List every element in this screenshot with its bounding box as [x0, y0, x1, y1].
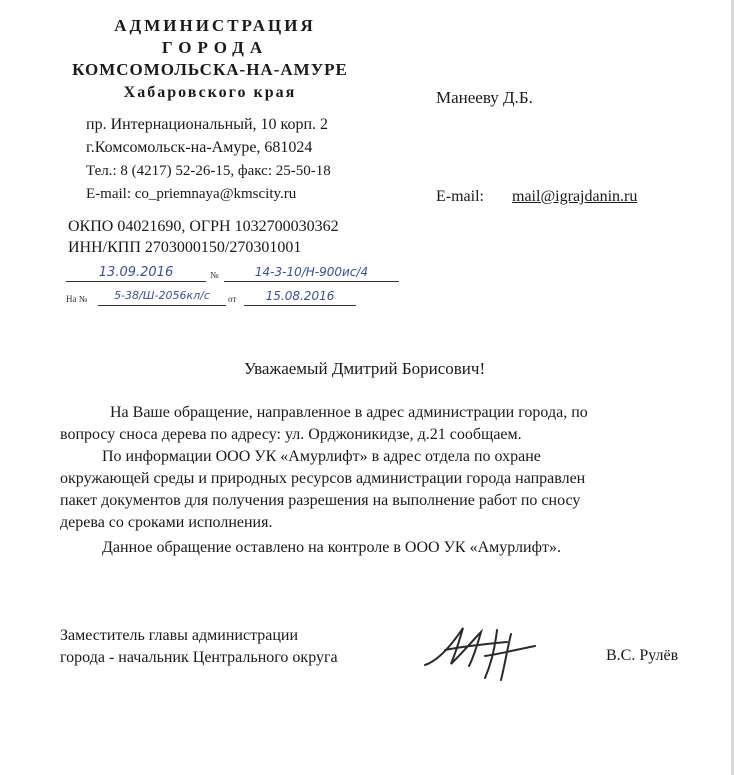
recipient-email-link[interactable]: mail@igrajdanin.ru [512, 188, 638, 205]
ref-date-label: от [228, 294, 237, 304]
registration-number-label: № [210, 270, 219, 280]
header-line-2: ГОРОДА [161, 38, 269, 57]
salutation: Уважаемый Дмитрий Борисович! [244, 359, 486, 378]
signer-position-line1: Заместитель главы администрации [60, 627, 299, 644]
registration-date: 13.09.2016 [66, 265, 206, 282]
ref-date: 15.08.2016 [244, 289, 356, 306]
ref-number-label: На № [66, 294, 88, 304]
body-p2-line2: окружающей среды и природных ресурсов администрации города направлен [60, 470, 586, 487]
header-line-1: АДМИНИСТРАЦИЯ [114, 16, 316, 35]
sender-okpo: ОКПО 04021690, ОГРН 1032700030362 [68, 218, 339, 235]
sender-city: г.Комсомольск-на-Амуре, 681024 [86, 139, 313, 156]
header-line-3: КОМСОМОЛЬСКА-НА-АМУРЕ [72, 60, 348, 79]
signer-position-line2: города - начальник Центрального округа [60, 649, 338, 666]
recipient-email-label: E-mail: [436, 188, 484, 205]
sender-street: пр. Интернациональный, 10 корп. 2 [86, 116, 329, 133]
body-p2-line4: дерева со сроками исполнения. [60, 514, 273, 531]
body-p1-line1: На Ваше обращение, направленное в адрес администрации города, по [110, 404, 588, 421]
handwritten-signature [415, 620, 555, 685]
signer-name: В.С. Рулёв [606, 647, 679, 664]
sender-email: E-mail: co_priemnaya@kmscity.ru [86, 186, 297, 202]
ref-number: 5-38/Ш-2056кл/с [98, 289, 226, 306]
header-line-4: Хабаровского края [123, 84, 297, 101]
body-p2-line1: По информации ООО УК «Амурлифт» в адрес отдела по охране [102, 448, 541, 465]
body-p3: Данное обращение оставлено на контроле в ООО УК «Амурлифт». [102, 539, 561, 556]
sender-inn: ИНН/КПП 2703000150/270301001 [68, 239, 302, 256]
body-p2-line3: пакет документов для получения разрешения на выполнение работ по сносу [60, 492, 581, 509]
recipient-name: Манееву Д.Б. [436, 88, 533, 107]
body-p1-line2: вопросу сноса дерева по адресу: ул. Орджоникидзе, д.21 сообщаем. [60, 426, 522, 443]
sender-phone: Тел.: 8 (4217) 52-26-15, факс: 25-50-18 [86, 163, 331, 179]
registration-number: 14-3-10/Н-900ис/4 [224, 265, 399, 282]
